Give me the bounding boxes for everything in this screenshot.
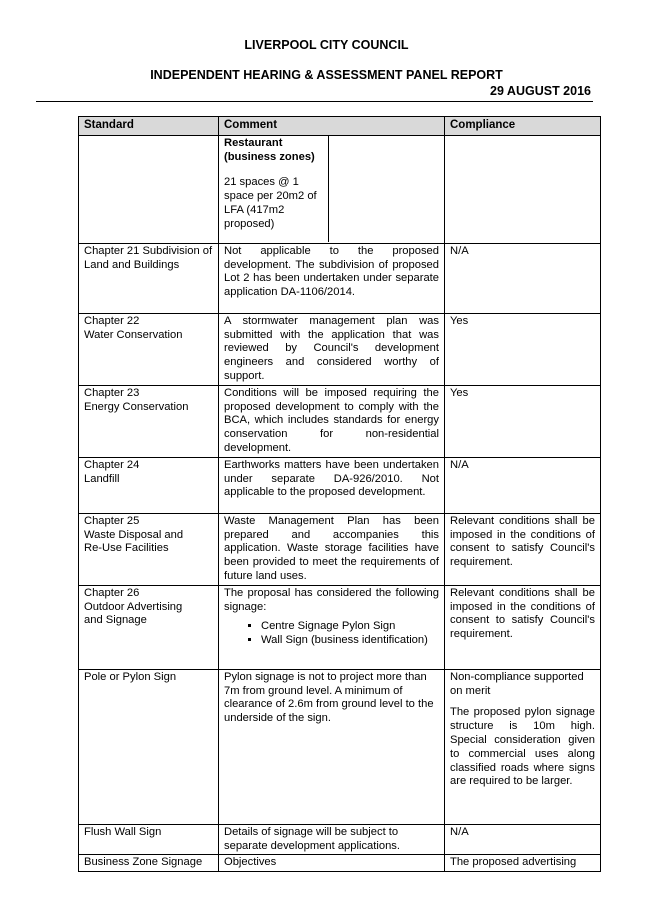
standard-title: Chapter 24 (84, 458, 140, 471)
signage-list (224, 620, 439, 648)
comment-cell: Details of signage will be subject to separate development applications. (219, 824, 445, 855)
standard-cell (79, 313, 219, 385)
signage-intro: The proposal has considered the following signage: (224, 586, 439, 613)
table-row (79, 669, 601, 824)
standard-cell: Business Zone Signage (79, 855, 219, 872)
table-row (79, 824, 601, 855)
standard-cell (79, 585, 219, 669)
comment-cell: Not applicable to the proposed development. The subdivision of proposed Lot 2 has been undertaken under separate application DA-1106/2014. (219, 243, 445, 313)
compliance-cell: Relevant conditions shall be imposed in the conditions of consent to satisfy Council's requirement. (445, 513, 601, 585)
compliance-cell: Yes (445, 313, 601, 385)
compliance-cell: Yes (445, 385, 601, 457)
standard-cell (79, 457, 219, 513)
standard-cell (79, 513, 219, 585)
restaurant-subtable (219, 136, 329, 242)
standard-title: Chapter 26 (84, 586, 140, 599)
table-row (79, 513, 601, 585)
standard-subtitle: Re-Use Facilities (84, 542, 169, 555)
council-name: LIVERPOOL CITY COUNCIL (244, 38, 409, 52)
list-item: ▪ Wall Sign (business identification) (261, 634, 439, 648)
comment-cell: Waste Management Plan has been prepared and accompanies this application. Waste storage facilities have been provided to meet the requirements of future land uses. (219, 513, 445, 585)
standard-subtitle: Waste Disposal and (84, 528, 184, 541)
standard-subtitle: Energy Conservation (84, 400, 189, 413)
table-row (79, 313, 601, 385)
column-header-standard: Standard (79, 117, 219, 136)
standard-subtitle: Outdoor Advertising (84, 600, 183, 613)
compliance-heading: Non-compliance supported on merit (450, 670, 584, 697)
restaurant-rate: 21 spaces @ 1 space per 20m2 of LFA (417m2 proposed) (224, 176, 317, 230)
compliance-cell: N/A (445, 824, 601, 855)
compliance-cell (445, 669, 601, 824)
compliance-detail: The proposed pylon signage structure is 10m high. Special consideration given to commercial uses along classified roads where signs are required to be larger. (450, 706, 595, 788)
table-header-row (79, 117, 601, 136)
restaurant-title: Restaurant (business zones) (224, 136, 315, 163)
column-header-compliance: Compliance (445, 117, 601, 136)
standard-subtitle: Landfill (84, 472, 120, 485)
standard-subtitle: Water Conservation (84, 328, 183, 341)
table-row (79, 457, 601, 513)
compliance-cell (445, 135, 601, 243)
assessment-table (78, 116, 601, 872)
comment-cell: Conditions will be imposed requiring the proposed development to comply with the BCA, which includes standards for energy conservation for non-residential development. (219, 385, 445, 457)
comment-cell: Pylon signage is not to project more than 7m from ground level. A minimum of clearance of 2.6m from ground level to the underside of the sign. (219, 669, 445, 824)
column-header-comment: Comment (219, 117, 445, 136)
table-row (79, 243, 601, 313)
standard-cell (79, 135, 219, 243)
compliance-cell: N/A (445, 457, 601, 513)
comment-cell: Objectives (219, 855, 445, 872)
list-item: ▪ Centre Signage Pylon Sign (261, 620, 439, 634)
compliance-cell: N/A (445, 243, 601, 313)
header-rule (36, 101, 593, 102)
table-row (79, 135, 601, 243)
report-date: 29 AUGUST 2016 (490, 84, 591, 98)
table-row (79, 585, 601, 669)
comment-cell (219, 135, 445, 243)
standard-cell: Chapter 21 Subdivision of Land and Buildings (79, 243, 219, 313)
comment-cell: A stormwater management plan was submitted with the application that was reviewed by Council's development engineers and considered worthy of support. (219, 313, 445, 385)
standard-title: Chapter 23 (84, 386, 140, 399)
table-row (79, 855, 601, 872)
table-row (79, 385, 601, 457)
standard-cell: Flush Wall Sign (79, 824, 219, 855)
compliance-cell: Relevant conditions shall be imposed in the conditions of consent to satisfy Council's requirement. (445, 585, 601, 669)
standard-cell (79, 385, 219, 457)
compliance-cell: The proposed advertising (445, 855, 601, 872)
comment-cell (219, 585, 445, 669)
standard-cell: Pole or Pylon Sign (79, 669, 219, 824)
standard-title: Chapter 22 (84, 314, 140, 327)
comment-cell: Earthworks matters have been undertaken under separate DA-926/2010. Not applicable to the proposed development. (219, 457, 445, 513)
standard-subtitle: and Signage (84, 614, 147, 627)
standard-title: Chapter 25 (84, 514, 140, 527)
report-title: INDEPENDENT HEARING & ASSESSMENT PANEL REPORT (150, 68, 503, 82)
